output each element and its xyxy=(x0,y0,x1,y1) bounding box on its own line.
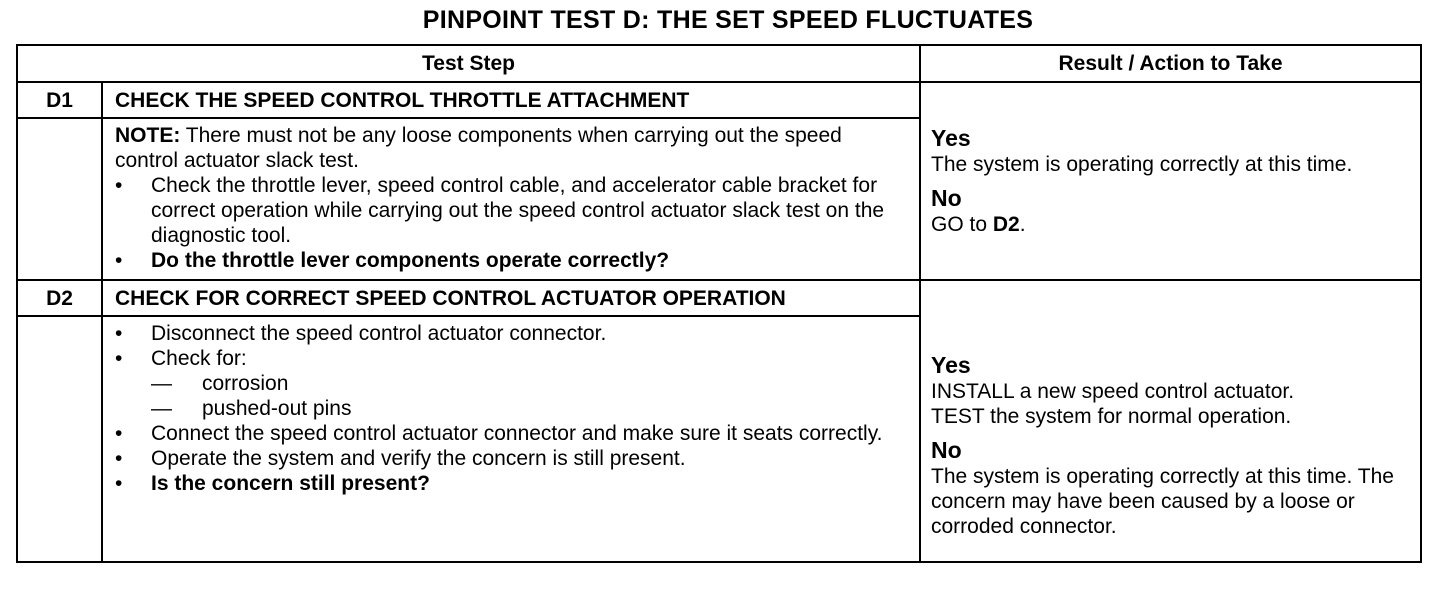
yes-action: The system is operating correctly at this time. xyxy=(931,153,1353,176)
page-title: PINPOINT TEST D: THE SET SPEED FLUCTUATES xyxy=(422,6,1034,34)
note-text: There must not be any loose components when carrying out the speed control actuator slack test. xyxy=(115,124,842,172)
list-item: • Check the throttle lever, speed control cable, and accelerator cable bracket for correct operation while carrying out the speed control actuator slack test on the diagnostic tool. xyxy=(115,174,885,247)
bullet-icon: • xyxy=(115,322,123,345)
step-d1-heading-row xyxy=(17,82,1421,118)
bullet-icon: • xyxy=(115,174,123,197)
no-label: No xyxy=(931,185,962,211)
yes-label: Yes xyxy=(931,125,971,151)
dash-icon: — xyxy=(151,372,172,395)
step-body xyxy=(102,316,920,562)
list-item: • Disconnect the speed control actuator connector. xyxy=(115,322,607,345)
dash-icon: — xyxy=(151,397,172,420)
bullet-icon: • xyxy=(115,422,123,445)
no-action: The system is operating correctly at this time. The concern may have been caused by a loose or corroded connector. xyxy=(931,464,1394,538)
column-header-result: Result / Action to Take xyxy=(920,45,1421,82)
list-item: • Connect the speed control actuator connector and make sure it seats correctly. xyxy=(115,422,883,445)
step-result-d1 xyxy=(920,82,1421,280)
bullet-icon: • xyxy=(115,447,123,470)
no-action: GO to D2. xyxy=(931,213,1026,236)
note-label: NOTE: xyxy=(115,124,181,147)
list-item-question: • Is the concern still present? xyxy=(115,472,430,495)
bullet-icon: • xyxy=(115,347,123,370)
step-id-spacer xyxy=(17,316,102,562)
step-heading: CHECK THE SPEED CONTROL THROTTLE ATTACHMENT xyxy=(102,82,920,118)
step-heading: CHECK FOR CORRECT SPEED CONTROL ACTUATOR OPERATION xyxy=(102,280,920,316)
step-link-d2: D2 xyxy=(992,213,1020,236)
step-id: D2 xyxy=(17,280,102,316)
yes-action-1: INSTALL a new speed control actuator. xyxy=(931,379,1295,403)
no-label: No xyxy=(931,436,962,463)
sub-list-item: — pushed-out pins xyxy=(151,397,352,420)
list-item: • Check for: xyxy=(115,347,247,370)
column-header-test-step: Test Step xyxy=(17,45,920,82)
step-id: D1 xyxy=(17,82,102,118)
list-item: • Operate the system and verify the concern is still present. xyxy=(115,447,686,470)
step-body xyxy=(102,118,920,280)
step-id-spacer xyxy=(17,118,102,280)
step-result-d2 xyxy=(920,280,1421,562)
sub-list-item: — corrosion xyxy=(151,372,289,395)
list-item-question: • Do the throttle lever components operate correctly? xyxy=(115,249,670,272)
note xyxy=(115,123,907,173)
bullet-icon: • xyxy=(115,472,123,495)
yes-label: Yes xyxy=(931,351,971,378)
table-header-row xyxy=(17,45,1421,82)
step-d2-heading-row xyxy=(17,280,1421,316)
pinpoint-test-table xyxy=(16,44,1422,563)
yes-action-2: TEST the system for normal operation. xyxy=(931,404,1292,428)
bullet-icon: • xyxy=(115,249,123,272)
